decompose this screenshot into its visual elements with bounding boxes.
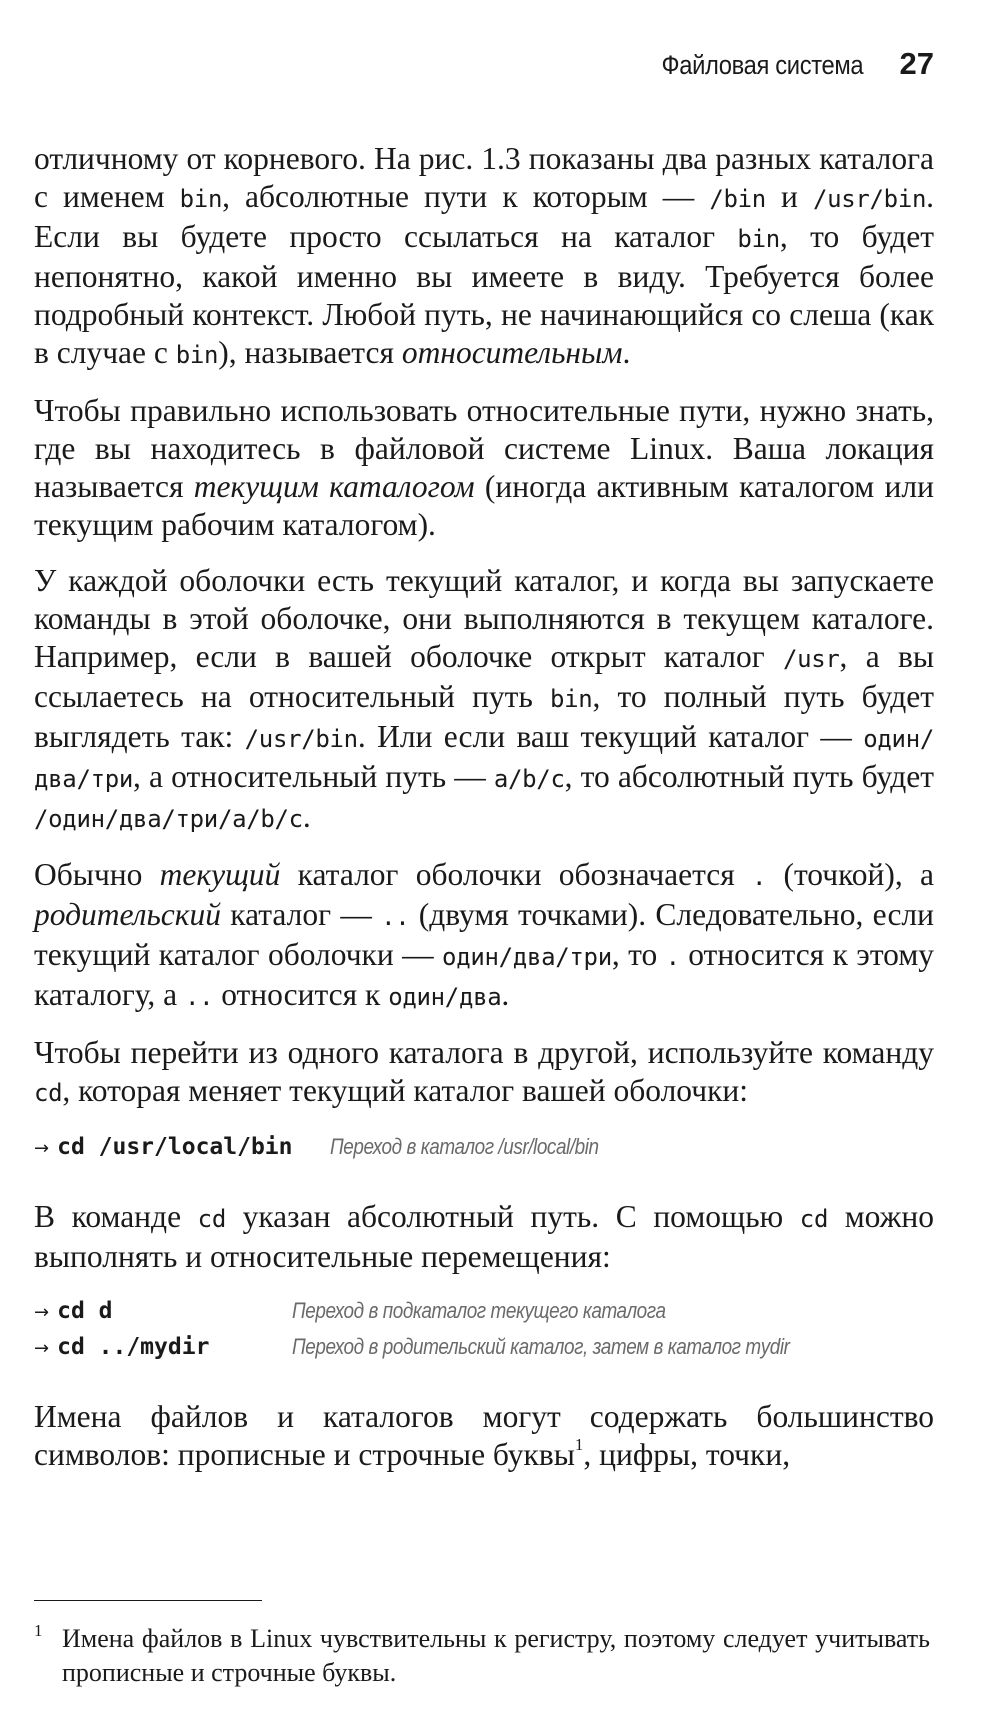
arrow-icon: → bbox=[34, 1138, 50, 1159]
inline-code: .. bbox=[381, 903, 410, 931]
paragraph-cd-relative bbox=[34, 1198, 934, 1276]
inline-code: cd bbox=[197, 1205, 226, 1233]
inline-code: bin bbox=[175, 341, 219, 369]
text-run: У каждой оболочки есть текущий каталог, и когда вы запускаете команды в этой оболочке, они выполняются в текущем каталоге. Например, если в вашей оболочке открыт каталог bbox=[34, 563, 934, 674]
command-text bbox=[34, 1134, 330, 1160]
command-code: cd ../mydir bbox=[57, 1334, 210, 1360]
running-header bbox=[634, 46, 934, 82]
inline-code: bin bbox=[179, 185, 223, 213]
inline-code: /usr/bin bbox=[244, 725, 358, 753]
text-run: , то bbox=[611, 937, 666, 972]
text-run: Обычно bbox=[34, 857, 160, 892]
section-title: Файловая система bbox=[661, 50, 864, 80]
footnote bbox=[34, 1622, 934, 1690]
emphasis: текущий bbox=[159, 857, 281, 892]
text-run: В команде bbox=[34, 1199, 198, 1234]
text-run: (иногда активным каталогом или текущим рабочим каталогом). bbox=[34, 469, 934, 542]
inline-code: bin bbox=[550, 685, 593, 713]
paragraph-filenames bbox=[34, 1398, 934, 1474]
text-run: . Если вы будете просто ссылаться на каталог bbox=[34, 179, 935, 254]
text-run: , цифры, точки, bbox=[583, 1437, 791, 1472]
footnote-mark: 1 bbox=[34, 1621, 43, 1640]
text-run: (точкой), а bbox=[766, 857, 935, 892]
emphasis: родительский bbox=[34, 897, 222, 932]
command-code: cd d bbox=[57, 1298, 113, 1324]
paragraph-shell-cwd bbox=[34, 562, 934, 838]
text-run: указан абсолютный путь. С помощью bbox=[225, 1199, 800, 1234]
command-example-relative bbox=[34, 1298, 934, 1370]
command-text bbox=[34, 1298, 292, 1324]
paragraph-dot-notation bbox=[34, 856, 934, 1016]
command-example-absolute bbox=[34, 1134, 934, 1170]
inline-code: a/b/c bbox=[493, 765, 565, 793]
text-run: (двумя точками). Следовательно, если текущий каталог оболочки — bbox=[34, 897, 935, 972]
emphasis: относительным bbox=[401, 335, 623, 370]
inline-code: cd bbox=[34, 1079, 63, 1107]
text-run: . bbox=[302, 799, 311, 834]
text-run: можно выполнять и относительные перемещения: bbox=[34, 1199, 934, 1274]
text-run: относится к bbox=[213, 977, 389, 1012]
footnote-text: Имена файлов в Linux чувствительны к регистру, поэтому следует учитывать прописные и строчные буквы. bbox=[62, 1624, 930, 1687]
inline-code: /usr bbox=[782, 645, 840, 673]
text-run: , а вы ссылаетесь на относительный путь bbox=[34, 639, 934, 714]
arrow-icon: → bbox=[34, 1302, 50, 1323]
text-run: Чтобы перейти из одного каталога в другой, используйте команду bbox=[34, 1035, 934, 1070]
inline-code: .. bbox=[185, 983, 214, 1011]
arrow-icon: → bbox=[34, 1338, 50, 1359]
text-run: , а относительный путь — bbox=[133, 759, 494, 794]
text-run: , то будет непонятно, какой именно вы имеете в виду. Требуется более подробный контекст. Любой путь, не начинающийся со слеша (как в случае с bbox=[34, 219, 935, 370]
inline-code: один/два/три bbox=[442, 943, 612, 971]
command-annotation: Переход в подкаталог текущего каталога bbox=[292, 1298, 666, 1323]
inline-code: . bbox=[665, 943, 680, 971]
command-annotation: Переход в каталог /usr/local/bin bbox=[330, 1134, 599, 1159]
text-run: . bbox=[501, 977, 510, 1012]
inline-code: cd bbox=[799, 1205, 829, 1233]
emphasis: текущим каталогом bbox=[193, 469, 475, 504]
command-annotation: Переход в родительский каталог, затем в каталог mydir bbox=[292, 1334, 790, 1359]
book-page bbox=[34, 0, 934, 1732]
text-run: , абсолютные пути к которым — bbox=[222, 179, 710, 214]
text-run: Чтобы правильно использовать относительные пути, нужно знать, где вы находитесь в файловой системе Linux. Ваша локация называется bbox=[34, 393, 934, 504]
command-line bbox=[34, 1298, 934, 1334]
text-run: относится к этому каталогу, а bbox=[34, 937, 935, 1012]
inline-code: /bin bbox=[709, 185, 766, 213]
command-line bbox=[34, 1134, 934, 1170]
body-text bbox=[34, 140, 934, 1492]
text-run: и bbox=[765, 179, 813, 214]
text-run: , то абсолютный путь будет bbox=[564, 759, 935, 794]
text-run: Имена файлов и каталогов могут содержать большинство символов: прописные и строчные буквы bbox=[34, 1399, 934, 1472]
command-code: cd /usr/local/bin bbox=[57, 1134, 293, 1160]
text-run: отличному от корневого. На рис. 1.3 показаны два разных каталога с именем bbox=[34, 141, 934, 214]
page-number: 27 bbox=[899, 46, 934, 81]
footnote-reference: 1 bbox=[574, 1434, 584, 1454]
text-run: , то полный путь будет выглядеть так: bbox=[34, 679, 935, 754]
text-run: каталог оболочки обозначается bbox=[280, 857, 753, 892]
text-run: каталог — bbox=[221, 897, 382, 932]
text-run: . Или если ваш текущий каталог — bbox=[357, 719, 864, 754]
inline-code: /usr/bin bbox=[812, 185, 927, 213]
inline-code: . bbox=[752, 863, 767, 891]
paragraph-cd-command bbox=[34, 1034, 934, 1112]
inline-code: один/два/три bbox=[34, 725, 934, 793]
paragraph-relative-paths bbox=[34, 140, 934, 374]
command-text bbox=[34, 1334, 292, 1360]
footnote-divider bbox=[34, 1600, 262, 1601]
text-run: . bbox=[622, 335, 631, 370]
inline-code: bin bbox=[737, 225, 780, 253]
text-run: , которая меняет текущий каталог вашей оболочки: bbox=[62, 1073, 748, 1108]
inline-code: /один/два/три/a/b/c bbox=[34, 805, 303, 833]
inline-code: один/два bbox=[388, 983, 502, 1011]
paragraph-current-directory bbox=[34, 392, 934, 544]
command-line bbox=[34, 1334, 934, 1370]
text-run: ), называется bbox=[218, 335, 402, 370]
